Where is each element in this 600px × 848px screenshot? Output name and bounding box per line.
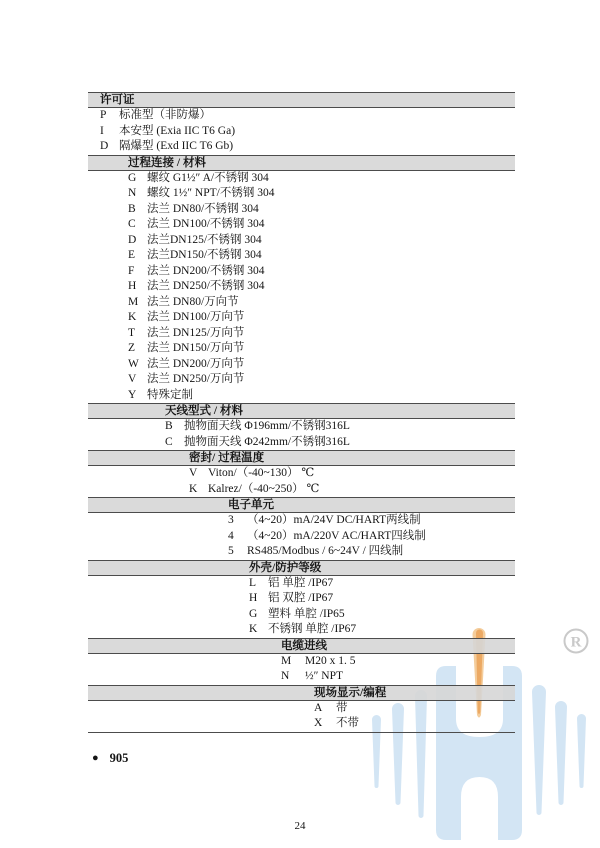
bullet-icon: ● (92, 752, 99, 764)
page-number: 24 (294, 820, 306, 832)
section-header-label: 密封/ 过程温度 (189, 452, 265, 464)
section-header-label: 电缆进线 (281, 639, 327, 652)
option-code: T (128, 326, 136, 339)
option-code: V (189, 467, 198, 479)
option-row (88, 372, 515, 388)
option-row (88, 716, 515, 732)
section-header (88, 450, 515, 466)
option-label: 本安型 (Exia IIC T6 Ga) (119, 124, 236, 137)
section-header (88, 685, 515, 701)
section-header (88, 497, 515, 513)
option-row (88, 466, 515, 482)
footnote-text: 905 (109, 751, 129, 765)
option-label: 塑料 单腔 /IP65 (268, 607, 345, 620)
option-code: C (128, 218, 136, 230)
option-code: 5 (228, 545, 234, 557)
option-code: G (249, 607, 258, 620)
option-code: F (128, 264, 135, 277)
option-label: 抛物面天线 Φ196mm/不锈钢316L (184, 420, 350, 432)
registered-mark-icon (565, 630, 588, 653)
option-row (88, 607, 515, 623)
option-row (88, 326, 515, 342)
option-label: 法兰 DN80/万向节 (147, 295, 239, 308)
footnote (92, 751, 128, 766)
option-label: 螺纹 G1½″ A/不锈钢 304 (147, 171, 269, 184)
option-row (88, 310, 515, 326)
option-row (88, 654, 515, 670)
option-label: RS485/Modbus / 6~24V / 四线制 (247, 545, 404, 557)
option-label: Kalrez/（-40~250） ℃ (208, 482, 320, 495)
option-row (88, 202, 515, 218)
option-code: 3 (228, 514, 234, 526)
option-label: 铝 双腔 /IP67 (268, 592, 334, 604)
option-code: 4 (228, 529, 234, 542)
option-code: C (165, 435, 173, 448)
option-label: ½″ NPT (305, 670, 344, 682)
option-row (88, 217, 515, 233)
option-label: 带 (336, 701, 348, 714)
logo-wave-bar-right-3 (577, 714, 586, 788)
section-header-label: 电子单元 (228, 499, 274, 511)
section-header-label: 现场显示/编程 (314, 686, 387, 699)
option-code: Y (128, 388, 137, 401)
option-code: K (128, 311, 137, 323)
option-label: 不带 (336, 717, 359, 729)
option-code: Z (128, 342, 136, 354)
option-code: I (100, 124, 104, 137)
option-code: N (281, 670, 290, 682)
option-row (88, 186, 515, 202)
logo-wave-bar-right-2 (555, 701, 567, 805)
section-header-label: 过程连接 / 材料 (128, 156, 206, 169)
option-row (88, 248, 515, 264)
option-code: H (128, 280, 137, 292)
option-code: L (249, 576, 257, 589)
option-row (88, 279, 515, 295)
order-table (88, 92, 515, 733)
option-row (88, 124, 515, 140)
section-header-label: 天线型式 / 材料 (165, 405, 243, 417)
option-row (88, 139, 515, 155)
option-label: 法兰 DN250/万向节 (147, 373, 245, 385)
option-label: 法兰DN150/不锈钢 304 (147, 249, 262, 261)
option-label: 螺纹 1½″ NPT/不锈钢 304 (147, 187, 275, 199)
section-header (88, 155, 515, 171)
option-row (88, 171, 515, 187)
option-row (88, 419, 515, 435)
option-label: 不锈钢 单腔 /IP67 (268, 623, 357, 635)
option-code: G (128, 171, 137, 184)
option-label: 法兰 DN100/不锈钢 304 (147, 218, 265, 230)
section-header (88, 560, 515, 576)
option-row (88, 388, 515, 404)
section-header-label: 许可证 (100, 94, 135, 106)
option-row (88, 264, 515, 280)
option-label: 法兰 DN125/万向节 (147, 326, 245, 339)
logo-wave-bar-right-1 (532, 685, 546, 815)
option-label: 法兰 DN100/万向节 (147, 311, 245, 323)
option-row (88, 435, 515, 451)
option-label: 特殊定制 (147, 388, 193, 401)
option-row (88, 341, 515, 357)
option-row (88, 295, 515, 311)
section-header (88, 638, 515, 654)
option-label: 抛物面天线 Φ242mm/不锈钢316L (184, 435, 350, 448)
option-row (88, 622, 515, 638)
option-code: B (128, 202, 136, 215)
option-row (88, 482, 515, 498)
option-label: 法兰DN125/不锈钢 304 (147, 233, 262, 246)
option-code: W (128, 357, 139, 370)
option-code: K (189, 482, 198, 495)
option-label: 法兰 DN150/万向节 (147, 342, 245, 354)
option-row (88, 108, 515, 124)
option-code: H (249, 592, 258, 604)
option-label: M20 x 1. 5 (305, 654, 356, 667)
option-code: X (314, 717, 323, 729)
table-bottom-rule (88, 732, 515, 733)
option-code: M (281, 654, 292, 667)
option-row (88, 513, 515, 529)
option-row (88, 544, 515, 560)
option-row (88, 591, 515, 607)
option-label: （4~20）mA/24V DC/HART两线制 (247, 514, 421, 526)
option-row (88, 357, 515, 373)
option-row (88, 701, 515, 717)
option-label: Viton/（-40~130） ℃ (208, 467, 315, 479)
option-code: A (314, 701, 323, 714)
option-code: D (128, 233, 137, 246)
section-header-label: 外壳/防护等级 (249, 561, 322, 574)
option-row (88, 669, 515, 685)
section-header (88, 92, 515, 108)
option-label: 法兰 DN200/不锈钢 304 (147, 264, 265, 277)
option-code: V (128, 373, 137, 385)
option-code: P (100, 109, 107, 121)
option-label: 隔爆型 (Exd IIC T6 Gb) (119, 140, 234, 152)
option-code: B (165, 420, 173, 432)
option-row (88, 233, 515, 249)
option-code: M (128, 295, 139, 308)
section-header (88, 403, 515, 419)
option-label: 标准型（非防爆） (119, 109, 211, 121)
option-row (88, 529, 515, 545)
svg-text:R: R (570, 634, 582, 651)
option-label: 法兰 DN250/不锈钢 304 (147, 280, 265, 292)
option-label: （4~20）mA/220V AC/HART四线制 (247, 529, 426, 542)
option-label: 法兰 DN80/不锈钢 304 (147, 202, 259, 215)
option-code: N (128, 187, 137, 199)
option-code: E (128, 249, 136, 261)
option-row (88, 576, 515, 592)
option-label: 铝 单腔 /IP67 (268, 576, 334, 589)
option-label: 法兰 DN200/万向节 (147, 357, 245, 370)
option-code: K (249, 623, 258, 635)
option-code: D (100, 140, 109, 152)
